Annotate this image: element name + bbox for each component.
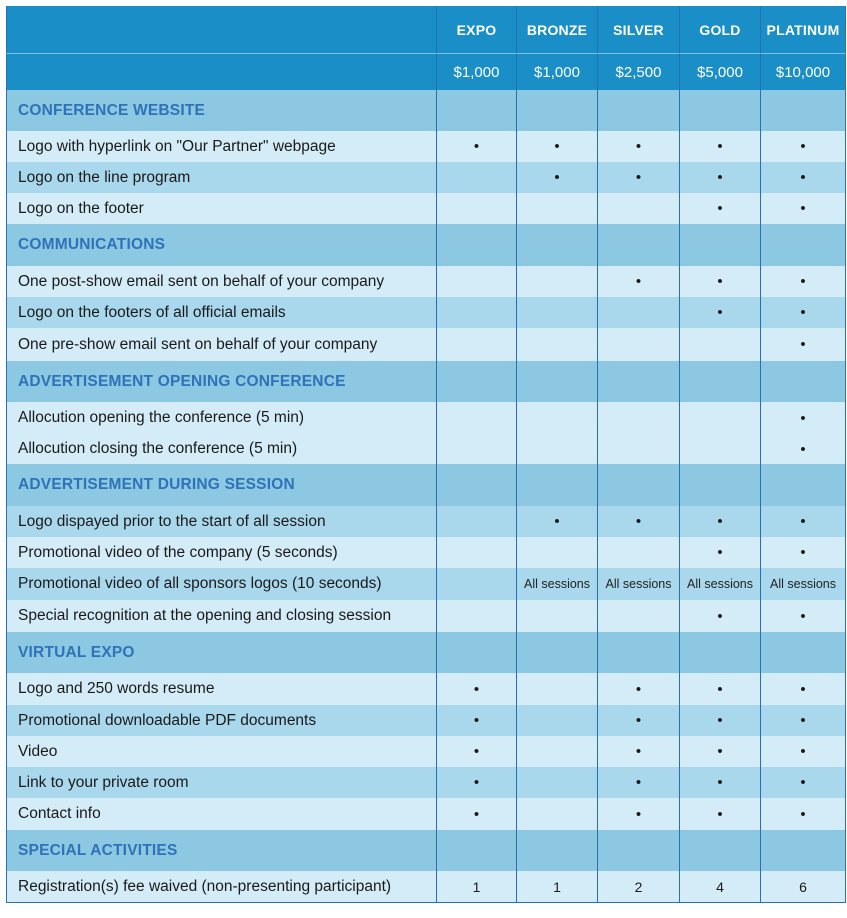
check-dot: •	[800, 774, 806, 791]
feature-label: Logo with hyperlink on "Our Partner" webpage	[6, 131, 437, 162]
check-dot: •	[473, 712, 480, 729]
section-heading: COMMUNICATIONS	[6, 224, 437, 266]
check-dot: •	[717, 680, 723, 698]
count: 1	[553, 878, 561, 895]
cell-gold	[680, 798, 761, 830]
cell-silver	[598, 600, 680, 632]
section-heading: ADVERTISEMENT OPENING CONFERENCE	[6, 361, 437, 402]
check-dot: •	[635, 805, 642, 823]
section-cell	[680, 361, 761, 402]
cell-expo	[437, 328, 517, 361]
cell-silver	[598, 568, 680, 600]
cell-silver	[598, 266, 680, 297]
tier-price-expo: $1,000	[437, 54, 517, 90]
cell-expo	[437, 131, 517, 162]
check-dot: •	[717, 712, 723, 729]
section-cell	[598, 632, 680, 673]
check-dot: •	[635, 743, 642, 760]
tier-name-gold: GOLD	[680, 6, 761, 54]
section-cell	[761, 632, 846, 673]
section-cell	[761, 464, 846, 506]
section-cell	[517, 224, 598, 266]
cell-bronze	[517, 297, 598, 328]
cell-gold	[680, 537, 761, 568]
cell-expo	[437, 537, 517, 568]
cell-bronze	[517, 402, 598, 434]
cell-expo	[437, 434, 517, 464]
cell-silver	[598, 537, 680, 568]
cell-bronze	[517, 328, 598, 361]
text-value: All sessions	[524, 577, 590, 591]
count: 4	[716, 878, 724, 895]
check-dot: •	[717, 607, 723, 625]
check-dot: •	[800, 200, 806, 217]
cell-bronze	[517, 673, 598, 705]
section-cell	[437, 464, 517, 506]
tier-name-silver: SILVER	[598, 6, 680, 54]
tier-name-platinum: PLATINUM	[761, 6, 846, 54]
count: 6	[799, 878, 807, 895]
section-cell	[761, 361, 846, 402]
check-dot: •	[717, 774, 723, 791]
cell-gold	[680, 402, 761, 434]
check-dot: •	[717, 805, 723, 823]
cell-silver	[598, 736, 680, 767]
feature-label: Allocution opening the conference (5 min)	[6, 402, 437, 434]
sponsorship-table	[6, 6, 846, 903]
cell-bronze	[517, 506, 598, 537]
header-corner	[6, 6, 437, 54]
cell-bronze	[517, 736, 598, 767]
cell-gold	[680, 328, 761, 361]
cell-bronze	[517, 568, 598, 600]
cell-platinum	[761, 798, 846, 830]
feature-label: Link to your private room	[6, 767, 437, 798]
check-dot: •	[717, 200, 723, 217]
cell-bronze	[517, 537, 598, 568]
cell-platinum	[761, 402, 846, 434]
cell-silver	[598, 767, 680, 798]
cell-expo	[437, 705, 517, 736]
cell-bronze	[517, 162, 598, 193]
header-corner-price	[6, 54, 437, 90]
check-dot: •	[717, 169, 723, 186]
cell-expo	[437, 266, 517, 297]
feature-label: Logo on the footers of all official emails	[6, 297, 437, 328]
check-dot: •	[635, 513, 642, 530]
section-cell	[517, 830, 598, 871]
check-dot: •	[635, 169, 642, 186]
cell-platinum	[761, 162, 846, 193]
cell-bronze	[517, 798, 598, 830]
check-dot: •	[800, 336, 806, 353]
cell-expo	[437, 798, 517, 830]
check-dot: •	[800, 138, 806, 155]
cell-platinum	[761, 193, 846, 224]
section-cell	[680, 830, 761, 871]
check-dot: •	[473, 774, 480, 791]
check-dot: •	[717, 743, 723, 760]
cell-silver	[598, 162, 680, 193]
cell-platinum	[761, 705, 846, 736]
cell-gold	[680, 705, 761, 736]
cell-silver	[598, 402, 680, 434]
check-dot: •	[473, 743, 480, 760]
cell-gold	[680, 736, 761, 767]
feature-label: Logo on the line program	[6, 162, 437, 193]
feature-label: Allocution closing the conference (5 min)	[6, 434, 437, 464]
section-heading: VIRTUAL EXPO	[6, 632, 437, 673]
feature-label: Video	[6, 736, 437, 767]
cell-platinum	[761, 328, 846, 361]
check-dot: •	[800, 440, 806, 458]
section-heading: SPECIAL ACTIVITIES	[6, 830, 437, 871]
section-cell	[680, 224, 761, 266]
section-cell	[680, 464, 761, 506]
check-dot: •	[717, 273, 723, 290]
check-dot: •	[554, 169, 560, 186]
section-cell	[517, 90, 598, 131]
cell-gold	[680, 568, 761, 600]
cell-expo	[437, 506, 517, 537]
cell-expo	[437, 568, 517, 600]
tier-price-bronze: $1,000	[517, 54, 598, 90]
cell-gold	[680, 266, 761, 297]
section-heading: ADVERTISEMENT DURING SESSION	[6, 464, 437, 506]
cell-expo	[437, 162, 517, 193]
cell-silver	[598, 434, 680, 464]
cell-gold	[680, 506, 761, 537]
feature-label: Special recognition at the opening and closing session	[6, 600, 437, 632]
check-dot: •	[717, 513, 723, 530]
check-dot: •	[635, 774, 642, 791]
cell-gold	[680, 871, 761, 903]
cell-platinum	[761, 434, 846, 464]
text-value: All sessions	[605, 577, 672, 591]
cell-bronze	[517, 767, 598, 798]
cell-platinum	[761, 600, 846, 632]
text-value: All sessions	[770, 577, 836, 591]
check-dot: •	[717, 138, 723, 155]
cell-gold	[680, 767, 761, 798]
cell-platinum	[761, 736, 846, 767]
cell-platinum	[761, 673, 846, 705]
cell-expo	[437, 871, 517, 903]
section-cell	[761, 830, 846, 871]
check-dot: •	[473, 805, 480, 823]
cell-bronze	[517, 600, 598, 632]
check-dot: •	[473, 138, 480, 155]
cell-bronze	[517, 131, 598, 162]
cell-gold	[680, 162, 761, 193]
cell-silver	[598, 506, 680, 537]
feature-label: Promotional video of all sponsors logos (10 seconds)	[6, 568, 437, 600]
feature-label: Logo on the footer	[6, 193, 437, 224]
section-cell	[437, 830, 517, 871]
section-cell	[761, 90, 846, 131]
section-cell	[437, 90, 517, 131]
cell-silver	[598, 871, 680, 903]
check-dot: •	[800, 169, 806, 186]
check-dot: •	[800, 544, 806, 561]
cell-silver	[598, 798, 680, 830]
section-cell	[598, 224, 680, 266]
cell-platinum	[761, 506, 846, 537]
check-dot: •	[554, 138, 560, 155]
check-dot: •	[800, 607, 806, 625]
tier-name-expo: EXPO	[437, 6, 517, 54]
section-cell	[598, 90, 680, 131]
cell-silver	[598, 131, 680, 162]
check-dot: •	[717, 304, 723, 321]
cell-gold	[680, 193, 761, 224]
cell-silver	[598, 297, 680, 328]
check-dot: •	[473, 680, 480, 698]
section-cell	[598, 361, 680, 402]
count: 1	[472, 878, 481, 895]
check-dot: •	[635, 680, 642, 698]
check-dot: •	[635, 712, 642, 729]
feature-label: Contact info	[6, 798, 437, 830]
check-dot: •	[800, 513, 806, 530]
cell-expo	[437, 673, 517, 705]
section-cell	[680, 632, 761, 673]
section-cell	[437, 224, 517, 266]
section-cell	[517, 632, 598, 673]
section-cell	[517, 464, 598, 506]
cell-gold	[680, 434, 761, 464]
section-cell	[437, 361, 517, 402]
cell-expo	[437, 193, 517, 224]
section-cell	[437, 632, 517, 673]
cell-platinum	[761, 568, 846, 600]
cell-silver	[598, 673, 680, 705]
check-dot: •	[717, 544, 723, 561]
section-heading: CONFERENCE WEBSITE	[6, 90, 437, 131]
feature-label: One pre-show email sent on behalf of your company	[6, 328, 437, 361]
section-cell	[517, 361, 598, 402]
cell-gold	[680, 131, 761, 162]
cell-expo	[437, 402, 517, 434]
cell-silver	[598, 328, 680, 361]
cell-bronze	[517, 434, 598, 464]
cell-expo	[437, 297, 517, 328]
section-cell	[680, 90, 761, 131]
check-dot: •	[800, 409, 806, 427]
cell-gold	[680, 297, 761, 328]
feature-label: Logo dispayed prior to the start of all session	[6, 506, 437, 537]
section-cell	[598, 464, 680, 506]
cell-platinum	[761, 871, 846, 903]
cell-platinum	[761, 266, 846, 297]
feature-label: Registration(s) fee waived (non-presenting participant)	[6, 871, 437, 903]
cell-silver	[598, 705, 680, 736]
check-dot: •	[800, 805, 806, 823]
cell-gold	[680, 673, 761, 705]
cell-silver	[598, 193, 680, 224]
feature-label: Logo and 250 words resume	[6, 673, 437, 705]
cell-bronze	[517, 266, 598, 297]
check-dot: •	[800, 273, 806, 290]
tier-price-silver: $2,500	[598, 54, 680, 90]
check-dot: •	[800, 712, 806, 729]
check-dot: •	[800, 304, 806, 321]
cell-platinum	[761, 767, 846, 798]
cell-expo	[437, 736, 517, 767]
count: 2	[634, 878, 643, 895]
cell-bronze	[517, 871, 598, 903]
cell-bronze	[517, 193, 598, 224]
tier-name-bronze: BRONZE	[517, 6, 598, 54]
tier-price-platinum: $10,000	[761, 54, 846, 90]
tier-price-gold: $5,000	[680, 54, 761, 90]
section-cell	[761, 224, 846, 266]
section-cell	[598, 830, 680, 871]
cell-platinum	[761, 537, 846, 568]
check-dot: •	[635, 138, 642, 155]
text-value: All sessions	[687, 577, 753, 591]
feature-label: Promotional video of the company (5 seconds)	[6, 537, 437, 568]
feature-label: One post-show email sent on behalf of your company	[6, 266, 437, 297]
check-dot: •	[800, 680, 806, 698]
cell-bronze	[517, 705, 598, 736]
check-dot: •	[554, 513, 560, 530]
cell-expo	[437, 767, 517, 798]
check-dot: •	[635, 273, 642, 290]
cell-platinum	[761, 131, 846, 162]
cell-gold	[680, 600, 761, 632]
check-dot: •	[800, 743, 806, 760]
cell-platinum	[761, 297, 846, 328]
cell-expo	[437, 600, 517, 632]
feature-label: Promotional downloadable PDF documents	[6, 705, 437, 736]
